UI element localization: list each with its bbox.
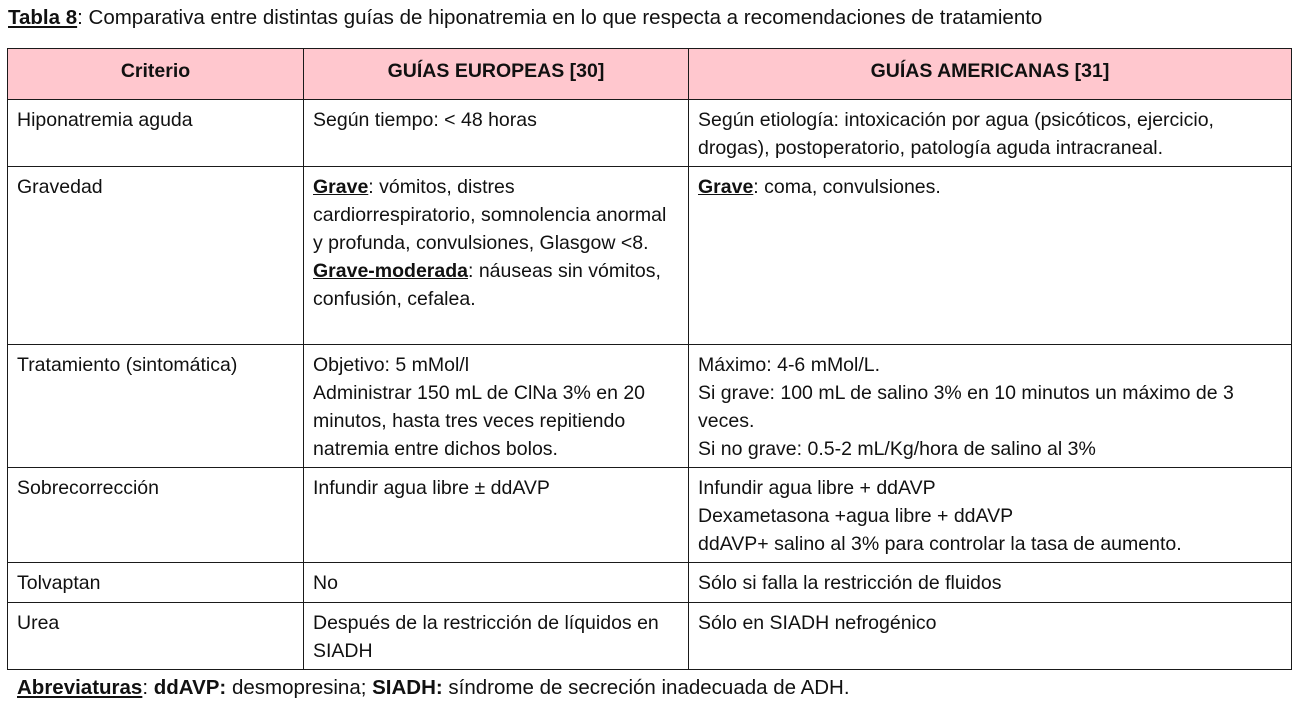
cell-us [689,167,1292,345]
header-criterio: Criterio [8,49,304,100]
cell-eu: Según tiempo: < 48 horas [304,100,689,167]
eu-line: Objetivo: 5 mMol/l [313,354,470,376]
header-guias-americanas: GUÍAS AMERICANAS [31] [689,49,1292,100]
eu-moderada-line [313,257,679,313]
cell-criterion: Gravedad [8,167,304,345]
cell-eu: Infundir agua libre ± ddAVP [304,468,689,563]
cell-us: Según etiología: intoxicación por agua (psicóticos, ejercicio, drogas), postoperatorio, patología aguda intracraneal. [689,100,1292,167]
cell-criterion: Urea [8,603,304,670]
eu-line: Administrar 150 mL de ClNa 3% en 20 minutos, hasta tres veces repitiendo natremia entre dichos bolos. [313,382,646,460]
table-row [8,100,1292,167]
cell-eu [304,167,689,345]
caption-text: : Comparativa entre distintas guías de hiponatremia en lo que respecta a recomendaciones de tratamiento [77,6,1043,29]
table-header-row [8,49,1292,100]
eu-grave-text: : vómitos, distres cardiorrespiratorio, somnolencia anormal y profunda, convulsiones, Glasgow <8. [313,176,667,254]
cell-eu: No [304,563,689,603]
cell-criterion: Tolvaptan [8,563,304,603]
table-row [8,167,1292,345]
footnote-term-siadh: SIADH: [372,676,443,699]
table-row [8,468,1292,563]
us-line: Si no grave: 0.5-2 mL/Kg/hora de salino al 3% [698,438,1096,460]
comparison-table [7,48,1292,670]
eu-grave-label: Grave [313,176,369,198]
cell-eu: Después de la restricción de líquidos en SIADH [304,603,689,670]
cell-eu [304,345,689,468]
us-line: Máximo: 4-6 mMol/L. [698,354,881,376]
us-grave-text: : coma, convulsiones. [753,176,941,198]
cell-criterion: Sobrecorrección [8,468,304,563]
footnote-def-ddavp: desmopresina; [226,676,373,699]
cell-us [689,345,1292,468]
footnote-abbreviations [17,676,850,700]
eu-moderada-text: : náuseas sin vómitos, confusión, cefalea. [313,260,661,310]
us-line: Si grave: 100 mL de salino 3% en 10 minutos un máximo de 3 veces. [698,382,1234,432]
footnote-label: Abreviaturas [17,676,143,699]
table-caption [8,6,1042,30]
table-row [8,345,1292,468]
footnote-def-siadh: síndrome de secreción inadecuada de ADH. [442,676,850,699]
us-line: ddAVP+ salino al 3% para controlar la tasa de aumento. [698,533,1182,555]
table-row [8,603,1292,670]
us-line: Dexametasona +agua libre + ddAVP [698,505,1014,527]
caption-label: Tabla 8 [8,6,78,29]
us-line: Infundir agua libre + ddAVP [698,477,936,499]
eu-grave-line [313,173,679,257]
cell-us [689,468,1292,563]
cell-us: Sólo si falla la restricción de fluidos [689,563,1292,603]
cell-criterion: Hiponatremia aguda [8,100,304,167]
footnote-term-ddavp: ddAVP: [153,676,227,699]
cell-criterion: Tratamiento (sintomática) [8,345,304,468]
eu-moderada-label: Grave-moderada [313,260,468,282]
header-guias-europeas: GUÍAS EUROPEAS [30] [304,49,689,100]
cell-us: Sólo en SIADH nefrogénico [689,603,1292,670]
table-row [8,563,1292,603]
footnote-colon: : [142,676,154,699]
us-grave-label: Grave [698,176,754,198]
